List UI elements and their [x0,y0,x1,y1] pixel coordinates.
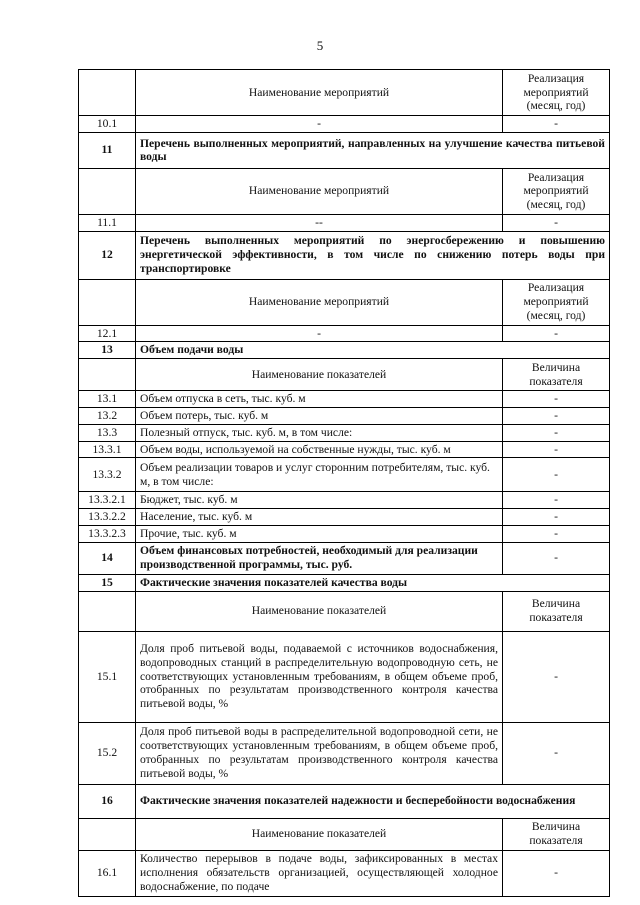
row-value: - [503,525,610,542]
empty-cell [79,591,136,631]
row-value: - [503,850,610,896]
column-header-value: Величина показателя [503,818,610,850]
section-number: 14 [79,542,136,574]
row-number: 12.1 [79,325,136,342]
section-title: Объем финансовых потребностей, необходимый для реализации производственной программы, тыс. руб. [136,542,503,574]
row-number: 13.3.2 [79,458,136,492]
row-value: - [503,214,610,231]
row-name: Прочие, тыс. куб. м [136,525,503,542]
row-value: - [503,407,610,424]
table-row [79,424,610,441]
row-value: - [503,631,610,722]
column-header-name: Наименование мероприятий [136,279,503,325]
table-header-row [79,818,610,850]
section-title: Перечень выполненных мероприятий по энергосбережению и повышению энергетической эффективности, в том числе по снижению потерь воды при транспортировке [136,231,610,279]
row-value: - [503,441,610,458]
row-name: Количество перерывов в подаче воды, зафиксированных в местах исполнения обязательств организацией, осуществляющей холодное водоснабжение, по подаче [136,850,503,896]
column-header-value: Реализация мероприятий (месяц, год) [503,279,610,325]
section-number: 13 [79,342,136,359]
row-number: 13.1 [79,391,136,408]
row-name: Объем реализации товаров и услуг сторонним потребителям, тыс. куб. м, в том числе: [136,458,503,492]
row-value: - [503,458,610,492]
column-header-name: Наименование мероприятий [136,70,503,116]
table-row [79,214,610,231]
section-row [79,231,610,279]
row-name: - [136,116,503,133]
section-number: 12 [79,231,136,279]
row-number: 13.3.2.1 [79,492,136,509]
table-row [79,458,610,492]
row-number: 13.2 [79,407,136,424]
table-row [79,850,610,896]
table-row [79,441,610,458]
row-name: Объем воды, используемой на собственные нужды, тыс. куб. м [136,441,503,458]
row-name: Население, тыс. куб. м [136,509,503,526]
row-number: 16.1 [79,850,136,896]
row-value: - [503,116,610,133]
section-title: Фактические значения показателей надежности и бесперебойности водоснабжения [136,784,610,818]
column-header-name: Наименование показателей [136,591,503,631]
empty-cell [79,359,136,391]
row-number: 11.1 [79,214,136,231]
row-number: 13.3.2.3 [79,525,136,542]
column-header-value: Реализация мероприятий (месяц, год) [503,168,610,214]
empty-cell [79,70,136,116]
page-number: 5 [316,38,324,53]
report-table [78,69,610,897]
section-number: 16 [79,784,136,818]
column-header-value: Величина показателя [503,359,610,391]
section-row [79,132,610,168]
table-header-row [79,359,610,391]
column-header-name: Наименование мероприятий [136,168,503,214]
table-row [79,631,610,722]
column-header-value: Реализация мероприятий (месяц, год) [503,70,610,116]
column-header-name: Наименование показателей [136,818,503,850]
row-value: - [503,391,610,408]
section-row [79,574,610,591]
row-value: - [503,424,610,441]
empty-cell [79,279,136,325]
section-title: Фактические значения показателей качества воды [136,574,610,591]
row-number: 10.1 [79,116,136,133]
table-row [79,492,610,509]
empty-cell [79,168,136,214]
row-value: - [503,492,610,509]
table-row [79,116,610,133]
row-number: 15.1 [79,631,136,722]
column-header-value: Величина показателя [503,591,610,631]
row-name: Доля проб питьевой воды, подаваемой с источников водоснабжения, водопроводных станций в распределительную водопроводную сеть, не соответствующих установленным требованиям, в общем объеме проб, отобранных по результатам производственного контроля качества питьевой воды, % [136,631,503,722]
row-name: Объем потерь, тыс. куб. м [136,407,503,424]
row-number: 13.3 [79,424,136,441]
row-name: - [136,325,503,342]
table-header-row [79,70,610,116]
row-name: Полезный отпуск, тыс. куб. м, в том числе: [136,424,503,441]
row-name: Доля проб питьевой воды в распределительной водопроводной сети, не соответствующих установленным требованиям, в общем объеме проб, отобранных по результатам производственного контроля качества питьевой воды, % [136,722,503,784]
table-header-row [79,279,610,325]
section-title: Перечень выполненных мероприятий, направленных на улучшение качества питьевой воды [136,132,610,168]
section-row [79,342,610,359]
row-value: - [503,509,610,526]
section-value: - [503,542,610,574]
row-name: Объем отпуска в сеть, тыс. куб. м [136,391,503,408]
section-row [79,542,610,574]
row-value: - [503,325,610,342]
table-row [79,722,610,784]
section-number: 11 [79,132,136,168]
section-number: 15 [79,574,136,591]
section-title: Объем подачи воды [136,342,610,359]
row-number: 13.3.2.2 [79,509,136,526]
row-number: 13.3.1 [79,441,136,458]
empty-cell [79,818,136,850]
table-header-row [79,591,610,631]
section-row [79,784,610,818]
table-row [79,391,610,408]
table-row [79,509,610,526]
row-value: - [503,722,610,784]
table-row [79,525,610,542]
table-row [79,407,610,424]
column-header-name: Наименование показателей [136,359,503,391]
row-name: Бюджет, тыс. куб. м [136,492,503,509]
row-name: -- [136,214,503,231]
table-row [79,325,610,342]
row-number: 15.2 [79,722,136,784]
table-header-row [79,168,610,214]
